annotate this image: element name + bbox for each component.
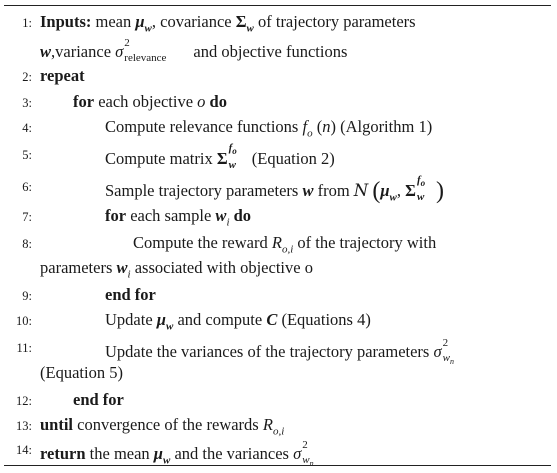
line-number: 12: <box>16 394 32 408</box>
text: and objective functions <box>189 42 348 61</box>
r-variable: R <box>271 233 282 252</box>
superscript: 2 <box>442 337 449 349</box>
superscript: 2 <box>302 439 308 451</box>
subscript: w <box>144 22 152 35</box>
line-number: 14: <box>16 443 32 457</box>
c-matrix-symbol: C <box>266 310 278 329</box>
superscript: f <box>228 142 233 154</box>
sigma-small-symbol: σ <box>433 342 442 361</box>
repeat-keyword: repeat <box>40 66 85 85</box>
w-symbol: w <box>302 181 314 200</box>
sigma-small-symbol: σ <box>115 42 124 61</box>
text: ( <box>312 117 323 136</box>
subscript: w <box>389 191 397 204</box>
line-number: 5: <box>22 148 32 162</box>
subscript: w <box>228 159 236 171</box>
subscript: i <box>226 216 230 229</box>
until-keyword: until <box>40 415 74 434</box>
text: each objective <box>94 92 198 111</box>
text: of trajectory parameters <box>253 12 416 31</box>
text: and the variances <box>170 444 294 463</box>
do-keyword: do <box>205 92 227 111</box>
algo-line-11-cont: (Equation 5) <box>40 363 123 382</box>
do-keyword: do <box>229 206 252 225</box>
subscript: w <box>165 320 174 333</box>
r-variable: R <box>262 415 273 434</box>
mu-symbol: μ <box>153 444 163 463</box>
subscript: w <box>246 22 254 35</box>
mu-symbol: μ <box>156 310 166 329</box>
text: from <box>313 181 354 200</box>
line-number: 4: <box>22 121 32 135</box>
subscript: relevance <box>124 52 167 64</box>
line-number: 1: <box>22 16 32 30</box>
w-symbol: w <box>40 42 52 61</box>
text: convergence of the rewards <box>73 415 263 434</box>
text: Compute the reward <box>133 233 272 252</box>
subscript: w <box>416 191 425 203</box>
text: mean <box>91 12 136 31</box>
text: ,variance <box>51 42 116 61</box>
subscript: w <box>302 454 310 466</box>
subscript: n <box>309 459 314 469</box>
text: parameters <box>40 258 117 277</box>
normal-distribution-symbol: N <box>353 181 369 200</box>
line-number: 8: <box>22 237 32 251</box>
text: (Equation 2) <box>247 149 335 168</box>
sigma-symbol: Σ <box>235 12 247 31</box>
text: Update the variances of the trajectory parameters <box>105 342 434 361</box>
text: the mean <box>85 444 154 463</box>
line-number: 11: <box>16 341 32 355</box>
text: associated with objective o <box>130 258 313 277</box>
algo-line-1-cont <box>40 37 347 62</box>
text: , covariance <box>151 12 236 31</box>
line-number: 13: <box>16 419 32 433</box>
line-number: 9: <box>22 289 32 303</box>
line-number: 3: <box>22 96 32 110</box>
superscript: 2 <box>124 37 130 49</box>
sigma-symbol: Σ <box>405 181 416 200</box>
line-number: 10: <box>16 314 32 328</box>
sigma-symbol: Σ <box>216 149 228 168</box>
subscript: o <box>232 146 237 157</box>
line-number: 6: <box>22 180 32 194</box>
for-keyword: for <box>73 92 95 111</box>
superscript: f <box>416 174 421 186</box>
subscript: o <box>307 127 313 140</box>
text: of the trajectory with <box>293 233 437 252</box>
algo-line-8-cont <box>40 258 313 281</box>
subscript: w <box>442 352 450 364</box>
end-for-keyword: end for <box>73 390 124 409</box>
line-number: 7: <box>22 210 32 224</box>
text: and compute <box>173 310 267 329</box>
comma: , <box>396 181 406 200</box>
sigma-small-symbol: σ <box>293 444 302 463</box>
subscript: o,i <box>272 425 285 438</box>
line-number: 2: <box>22 70 32 84</box>
close-paren: ) <box>435 178 444 204</box>
bottom-rule <box>4 465 551 466</box>
text: Compute relevance functions <box>105 117 303 136</box>
mu-symbol: μ <box>135 12 145 31</box>
text: Sample trajectory parameters <box>105 181 303 200</box>
w-symbol: w <box>215 206 227 225</box>
inputs-keyword: Inputs: <box>40 12 92 31</box>
text: Update <box>105 310 157 329</box>
end-for-keyword: end for <box>105 285 156 304</box>
n-variable: n <box>322 117 331 136</box>
mu-symbol: μ <box>380 181 390 200</box>
subscript: i <box>127 268 131 281</box>
open-paren: ( <box>372 178 381 204</box>
subscript: n <box>449 357 454 367</box>
text: Compute matrix <box>105 149 217 168</box>
w-symbol: w <box>116 258 128 277</box>
text: (Equations 4) <box>277 310 371 329</box>
subscript: o,i <box>281 243 294 256</box>
subscript: o <box>420 178 426 189</box>
text: each sample <box>126 206 216 225</box>
subscript: w <box>162 454 171 467</box>
text: ) (Algorithm 1) <box>330 117 433 136</box>
return-keyword: return <box>40 444 86 463</box>
for-keyword: for <box>105 206 127 225</box>
top-rule <box>4 5 551 6</box>
o-variable: o <box>197 92 206 111</box>
f-variable: f <box>302 117 308 136</box>
